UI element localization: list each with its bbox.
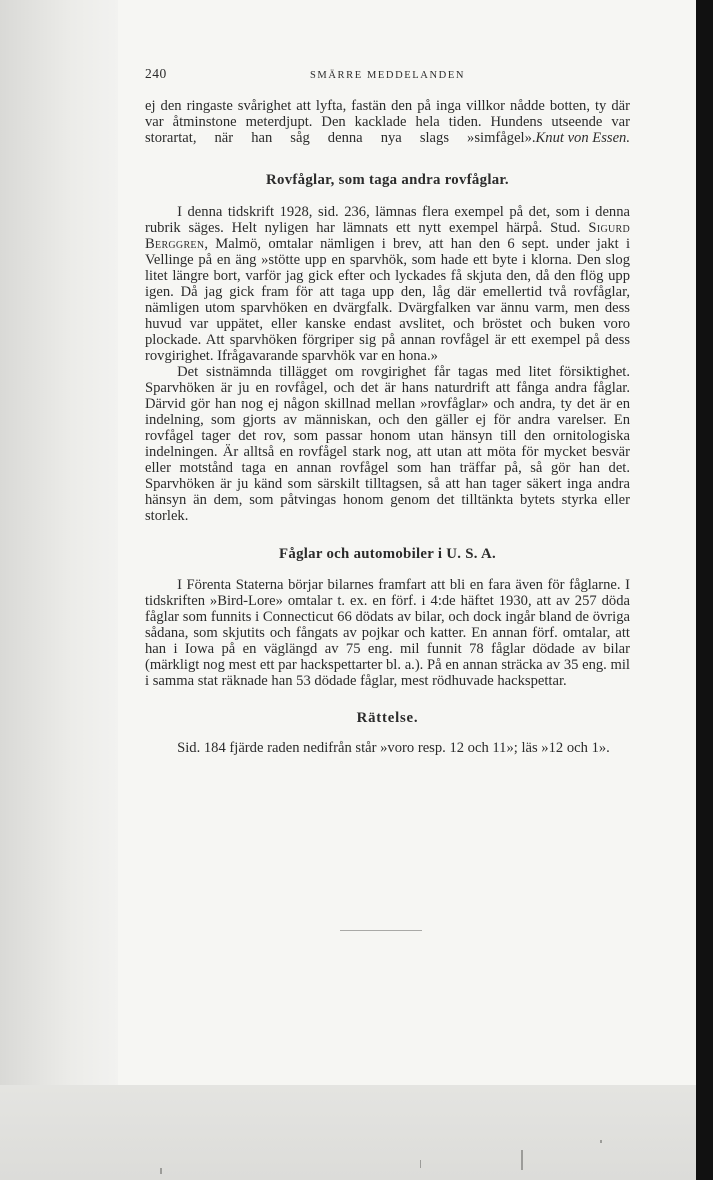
scan-right-edge bbox=[696, 0, 713, 1180]
page-number: 240 bbox=[145, 66, 167, 81]
section-heading-automobiler: Fåglar och automobiler i U. S. A. bbox=[279, 546, 496, 562]
intro-text: ej den ringaste svårighet att lyfta, fastän den på inga villkor nådde botten, ty där var åtminstone meterdjupt. Den kacklade hela tiden. Hundens utseende var storartat, när han såg denna nya slags »simfågel». bbox=[145, 98, 630, 146]
automobiler-paragraph: I Förenta Staterna börjar bilarnes framfart att bli en fara även för fåglarne. I tidskriften »Bird-Lore» omtalar t. ex. en förf. i 4:de häftet 1930, att av 257 döda fåglar som funnits i Connecticut 66 dödats av bilar, och dock ingår bland de övriga sådana, som skjutits och fångats av pojkar och katter. En annan förf. omtalar, att han i Iowa på en väglängd av 75 eng. mil funnit 78 fåglar dödade av bilar (märkligt nog mest ett par hackspettarter bl. a.). På en annan sträcka av 35 eng. mil i samma stat räknade han 53 dödade fåglar, mest rödhuvade hackspettar. bbox=[145, 577, 630, 689]
section-heading-rovfaglar: Rovfåglar, som taga andra rovfåglar. bbox=[266, 172, 509, 188]
author-signature: Knut von Essen. bbox=[535, 130, 630, 146]
scan-left-margin bbox=[0, 0, 120, 1180]
rovfaglar-paragraph-1 bbox=[145, 204, 630, 364]
end-rule bbox=[340, 930, 422, 931]
page-text-column bbox=[145, 62, 630, 756]
scan-bottom-area bbox=[0, 1085, 696, 1180]
rovfaglar-p1-rest: , Malmö, omtalar nämligen i brev, att han den 6 sept. under jakt i Vellinge på en äng »stötte upp en sparvhök, som hade ett byte i klorna. Den slog litet längre bort, varför jag gick efter och lyckades få skjuta den, då den flög upp igen. Då jag gick fram för att taga upp den, låg där emellertid två rovfåglar, nämligen utom sparvhöken en dvärgfalk. Dvärgfalken var ännu varm, men dess huvud var uppätet, eller kanske endast avslitet, och bröstet och buken voro plockade. Att sparvhöken förgriper sig på annan rovfågel är ett exempel på dess rovgirighet. Ifrågavarande sparvhök var en hona.» bbox=[145, 236, 630, 364]
rattelse-paragraph: Sid. 184 fjärde raden nedifrån står »voro resp. 12 och 11»; läs »12 och 1». bbox=[177, 740, 610, 756]
rovfaglar-p1-start: I denna tidskrift 1928, sid. 236, lämnas flera exempel på det, som i denna rubrik säges. Helt nyligen har lämnats ett nytt exempel härpå. Stud. bbox=[145, 204, 630, 236]
rovfaglar-paragraph-2: Det sistnämnda tillägget om rovgirighet får tagas med litet försiktighet. Sparvhöken är ju en rovfågel, och det är hans naturdrift att fånga andra fåglar. Därvid gör han nog ej någon skillnad mellan »rovfåglar» och andra, ty det är en indelning, som gjorts av människan, och den gäller ej för andra varelser. En rovfågel tager det rov, som passar honom utan hänsyn till den ornitologiska indelningen. Är alltså en rovfågel stark nog, att utan att möta för mycket besvär eller motstånd taga en annan rovfågel som han träffar på, så gör han det. Sparvhöken är ju känd som särskilt tilltagsen, så att han tager säkert inga andra hänsyn än dem, som påtvingas honom genom det tilltänkta bytets styrka eller storlek. bbox=[145, 364, 630, 524]
section-heading-rattelse: Rättelse. bbox=[356, 710, 419, 726]
running-title: SMÄRRE MEDDELANDEN bbox=[309, 70, 466, 81]
running-head bbox=[145, 62, 630, 82]
person-name: Sigurd Berggren bbox=[145, 220, 630, 252]
intro-paragraph bbox=[145, 98, 630, 146]
